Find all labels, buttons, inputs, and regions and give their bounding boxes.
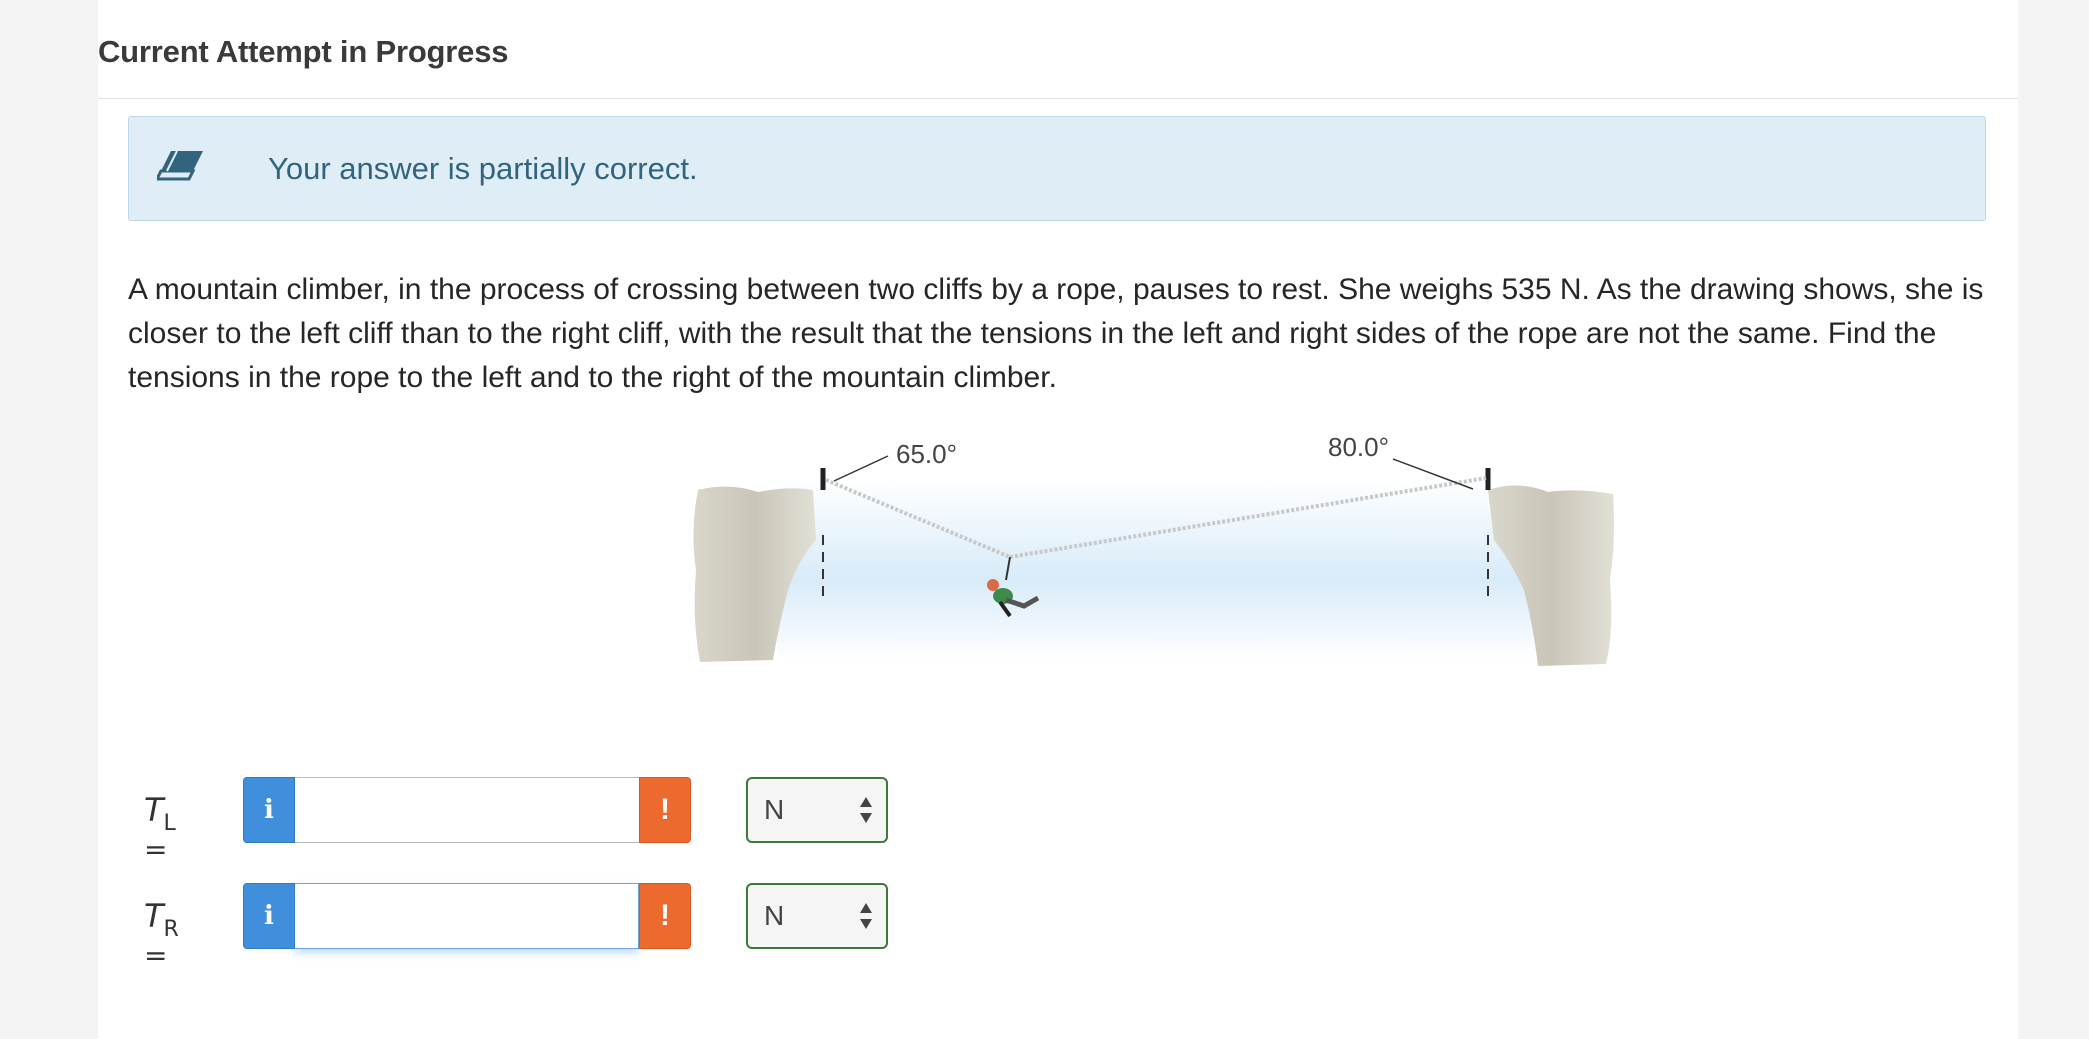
left-angle-pointer bbox=[834, 456, 888, 481]
left-tension-warning-button[interactable] bbox=[639, 777, 691, 843]
select-arrows-icon bbox=[858, 793, 874, 827]
right-tension-label: $T_R$ = bbox=[144, 897, 179, 972]
left-tension-input[interactable] bbox=[295, 777, 639, 843]
left-tension-info-button[interactable] bbox=[243, 777, 295, 843]
alert-message: Your answer is partially correct. bbox=[268, 151, 698, 186]
eraser-icon bbox=[157, 145, 209, 185]
right-tension-unit-value: N bbox=[764, 900, 785, 931]
right-tension-input[interactable] bbox=[295, 883, 639, 949]
page-title: Current Attempt in Progress bbox=[98, 34, 509, 69]
exclamation-icon: ! bbox=[660, 899, 670, 932]
left-tension-unit-select[interactable] bbox=[746, 777, 888, 843]
question-text: A mountain climber, in the process of crossing between two cliffs by a rope, pauses to rest. She weighs 535 N. As the drawing shows, she is closer to the left cliff than to the right cliff, with the result that the tensions in the left and right sides of the rope are not the same. Find the tensions in the rope to the left and to the right of the mountain climber. bbox=[128, 273, 1984, 394]
left-tension-label: $T_L$ = bbox=[144, 791, 176, 866]
right-tension-unit-select[interactable] bbox=[746, 883, 888, 949]
partial-correct-alert bbox=[128, 116, 1986, 221]
climber-figure bbox=[688, 420, 1618, 670]
left-angle-label: 65.0° bbox=[896, 439, 958, 469]
right-tension-warning-button[interactable] bbox=[639, 883, 691, 949]
right-tension-info-button[interactable] bbox=[243, 883, 295, 949]
exclamation-icon: ! bbox=[660, 793, 670, 826]
left-tension-unit-value: N bbox=[764, 794, 785, 825]
info-icon: i bbox=[264, 795, 274, 825]
question-page bbox=[98, 0, 2018, 1039]
select-arrows-icon bbox=[858, 899, 874, 933]
attempt-header bbox=[98, 0, 2018, 99]
right-angle-label: 80.0° bbox=[1328, 432, 1390, 462]
info-icon: i bbox=[264, 901, 274, 931]
